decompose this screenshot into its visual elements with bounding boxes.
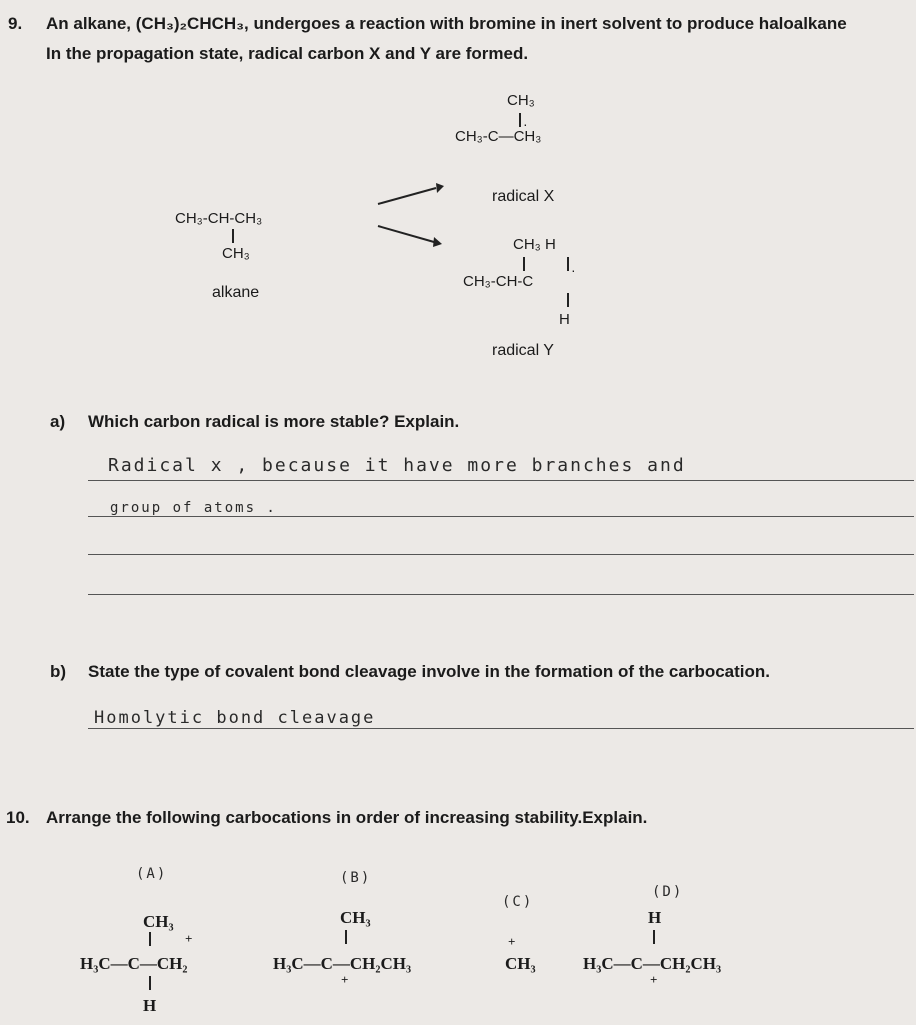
radical-y-main: CH₃-CH-C — [463, 273, 534, 290]
q10-text: Arrange the following carbocations in order of increasing stability.Explain. — [46, 808, 648, 827]
carbocation-b-charge: + — [341, 972, 349, 987]
alkane-branch: CH₃ — [222, 245, 250, 262]
answer-rule-1 — [88, 480, 914, 481]
answer-rule-3 — [88, 554, 914, 555]
radical-x-top: CH₃ — [507, 92, 535, 109]
carbocation-a-top: CH₃ — [143, 912, 174, 931]
carbocation-c-main: CH₃ — [505, 954, 536, 973]
radical-x-bond — [519, 113, 521, 127]
radical-y-bond-3 — [567, 293, 569, 307]
carbocation-b-bond-top — [345, 930, 347, 944]
carbocation-b-tag: (B) — [340, 870, 372, 886]
alkane-label: alkane — [212, 284, 260, 301]
radical-y-bond-1 — [523, 257, 525, 271]
answer-rule-5 — [88, 728, 914, 729]
q9-number: 9. — [8, 14, 23, 33]
q9-text-line1: An alkane, (CH₃)₂CHCH₃, undergoes a reaction with bromine in inert solvent to produce haloalkane — [46, 14, 847, 33]
part-a-answer-line2: group of atoms . — [110, 500, 277, 516]
carbocation-d-tag: (D) — [652, 884, 684, 900]
carbocation-d-bond-top — [653, 930, 655, 944]
reaction-arrows — [374, 180, 464, 250]
carbocation-c-charge: + — [508, 934, 516, 949]
radical-y-label: radical Y — [492, 342, 554, 359]
part-a-question: Which carbon radical is more stable? Explain. — [88, 412, 460, 431]
part-a-label: a) — [50, 412, 66, 431]
alkane-main: CH₃-CH-CH₃ — [175, 210, 263, 227]
radical-x-label: radical X — [492, 188, 555, 205]
answer-rule-2 — [88, 516, 914, 517]
radical-x-main: CH₃-C—CH₃ — [455, 128, 542, 145]
alkane-bond — [232, 229, 234, 243]
radical-y-top: CH₃ H — [513, 236, 556, 253]
answer-rule-4 — [88, 594, 914, 595]
radical-y-dot: · — [571, 262, 576, 278]
part-a-answer-line1: Radical x , because it have more branches and — [108, 455, 686, 476]
part-b-question: State the type of covalent bond cleavage involve in the formation of the carbocation. — [88, 662, 771, 681]
carbocation-a-main: H₃C—C—CH₂ — [80, 954, 188, 973]
q10-number: 10. — [6, 808, 30, 827]
part-b-label: b) — [50, 662, 67, 681]
carbocation-d-charge: + — [650, 972, 658, 987]
carbocation-a-tag: (A) — [136, 866, 168, 882]
part-b-answer: Homolytic bond cleavage — [94, 708, 376, 728]
q9-text-line2: In the propagation state, radical carbon X and Y are formed. — [46, 44, 529, 63]
carbocation-a-bond-top — [149, 932, 151, 946]
carbocation-b-main: H₃C—C—CH₂CH₃ — [273, 954, 412, 973]
carbocation-a-bond-bottom — [149, 976, 151, 990]
carbocation-d-top: H — [648, 908, 662, 927]
radical-y-bond-2 — [567, 257, 569, 271]
carbocation-d-main: H₃C—C—CH₂CH₃ — [583, 954, 722, 973]
carbocation-a-charge: + — [185, 931, 193, 946]
radical-x-dot: · — [523, 116, 528, 132]
carbocation-a-bottom: H — [143, 996, 157, 1015]
radical-y-bottom: H — [559, 311, 570, 328]
carbocation-b-top: CH₃ — [340, 908, 371, 927]
carbocation-c-tag: (C) — [502, 894, 534, 910]
